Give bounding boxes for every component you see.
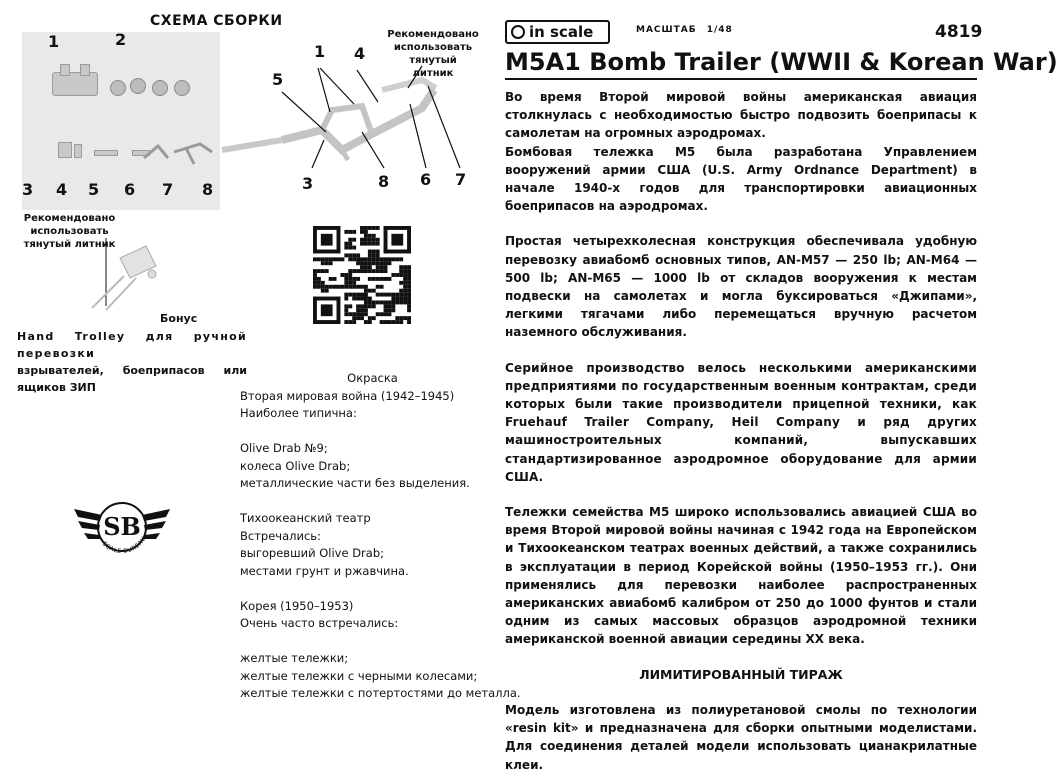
paint-line <box>240 423 505 441</box>
assembly-number-3: 3 <box>302 174 314 193</box>
paint-title: Окраска <box>347 371 398 385</box>
paint-line: колеса Olive Drab; <box>240 458 351 473</box>
note-line: Рекомендовано <box>23 213 116 224</box>
photo-number-7: 7 <box>162 180 174 199</box>
part-1-lug <box>60 64 70 76</box>
scale-caption: МАСШТАБ <box>636 25 697 35</box>
paragraph: Модель изготовлена из полиуретановой смолы по технологии «resin kit» и предназначена для сборки опытными моделистами. Для соединения деталей модели использовать цианакрилатные клеи. <box>505 702 977 772</box>
photo-number-8: 8 <box>202 180 214 199</box>
paragraph: Тележки семейства M5 широко использовались авиацией США во время Второй мировой войны начиная с 1942 года на Европейском и Тихоокеанском театрах военных действий, а также сохранились в эксплуатации в период Корейской войны (1950–1953 гг.). Они применялись для перевозки наиболее распространенных американских авиабомб калибром от 250 до 1000 фунтов и стали одним из самых массовых образцов аэродромной техники американской военной авиации середины XX века. <box>505 505 977 647</box>
part-5-shape <box>94 150 118 156</box>
paint-line <box>240 493 505 511</box>
article-number: 4819 <box>935 22 983 42</box>
assembly-number-6: 6 <box>420 170 432 189</box>
part-4-shape <box>74 144 82 158</box>
paint-scheme <box>240 370 521 703</box>
photo-number-6: 6 <box>124 180 136 199</box>
paint-line: Вторая мировая война (1942–1945) <box>240 388 455 403</box>
paint-line: желтые тележки с черными колесами; <box>240 668 478 683</box>
paragraph: Бомбовая тележка M5 была разработана Управлением вооружений армии США (U.S. Army Ordnance Department) в начале 1940-х годов для транспортировки авиационных боеприпасов на аэродромах. <box>505 144 977 214</box>
parts-photo <box>22 32 220 210</box>
paint-line: Встречались: <box>240 528 321 543</box>
paint-line: Тихоокеанский театр <box>240 511 371 525</box>
paragraph: Во время Второй мировой войны американская авиация столкнулась с необходимостью быстро подвозить боеприпасы к самолетам на огромных аэродромах. <box>505 90 977 141</box>
wheel-part <box>152 80 168 96</box>
paint-line: Наиболее типична: <box>240 406 357 420</box>
assembly-number-5: 5 <box>272 70 284 89</box>
parts-7-8-shapes <box>140 136 220 176</box>
note-line: использовать <box>30 226 109 237</box>
assembly-drawing <box>222 60 492 210</box>
part-1-lug <box>80 64 90 76</box>
assembly-number-8: 8 <box>378 172 390 191</box>
paint-line: Очень часто встречались: <box>240 616 399 630</box>
paint-line: выгоревший Olive Drab; <box>240 546 384 560</box>
paint-line <box>240 633 505 651</box>
note-line: Рекомендовано <box>387 29 479 40</box>
sprue-note-top <box>378 28 488 80</box>
description <box>505 88 977 774</box>
scale-bureau-logo <box>72 495 172 565</box>
paint-line: Корея (1950–1953) <box>240 598 354 613</box>
qr-code <box>313 226 411 324</box>
assembly-number-4: 4 <box>354 44 366 63</box>
bonus-label: Бонус <box>160 312 198 325</box>
paint-line: металлические части без выделения. <box>240 476 470 490</box>
scale-value: 1/48 <box>706 25 733 35</box>
note-line: литник <box>412 68 454 79</box>
note-line: тянутый литник <box>23 239 116 250</box>
note-line: использовать тянутый <box>393 42 473 66</box>
paint-line: местами грунт и ржавчина. <box>240 563 409 578</box>
scale-label <box>636 25 733 35</box>
page-title: M5A1 Bomb Trailer (WWII & Korean War) <box>505 48 1058 76</box>
part-3-shape <box>58 142 72 158</box>
assembly-number-7: 7 <box>455 170 467 189</box>
bonus-line: Hand Trolley для ручной перевозки <box>17 330 247 360</box>
photo-number-1: 1 <box>48 32 60 51</box>
paragraph: Простая четырехколесная конструкция обеспечивала удобную перевозку авиабомб основных типов, AN-M57 — 250 lb; AN-M64 — 500 lb; AN-M65 — 1000 lb от складов вооружения к местам подвески на самолетах и могла буксироваться «Джипами», легкими тягачами либо перемещаться вручную расчетом наземного обслуживания. <box>505 234 977 340</box>
part-1-shape <box>52 72 98 96</box>
assembly-number-1: 1 <box>314 42 326 61</box>
logo-mark: SB <box>103 512 141 541</box>
paint-line: желтые тележки с потертостями до металла. <box>240 686 521 700</box>
photo-number-5: 5 <box>88 180 100 199</box>
bonus-description <box>17 328 247 396</box>
wheel-part <box>130 78 146 94</box>
logo-text: SCALE BUREAU <box>100 535 148 556</box>
title-divider <box>505 78 977 80</box>
paragraph: Серийное производство велось несколькими американскими предприятиями по государственным военным контрактам, среди которых были такие производители прицепной техники, как Fruehauf Trailer Company, Heil Company и ряд других машиностроительных компаний, выпускавших стандартизированное аэродромное оборудование для армии США. <box>505 360 977 484</box>
photo-number-3: 3 <box>22 180 34 199</box>
wheel-part <box>174 80 190 96</box>
paint-line: желтые тележки; <box>240 651 349 665</box>
brand-logo <box>505 20 610 44</box>
paint-line: Olive Drab №9; <box>240 441 328 455</box>
limited-edition-heading: ЛИМИТИРОВАННЫЙ ТИРАЖ <box>639 666 843 682</box>
wheel-part <box>110 80 126 96</box>
brand-text: in scale <box>529 23 594 41</box>
hand-trolley-drawing <box>84 238 164 312</box>
paint-lines <box>240 388 521 703</box>
bonus-line: взрывателей, боеприпасов или ящиков ЗИП <box>17 364 247 394</box>
paint-line <box>240 580 505 598</box>
brand-circle-icon <box>511 25 525 39</box>
photo-number-2: 2 <box>115 30 127 49</box>
assembly-title: СХЕМА СБОРКИ <box>150 13 283 29</box>
photo-number-4: 4 <box>56 180 68 199</box>
